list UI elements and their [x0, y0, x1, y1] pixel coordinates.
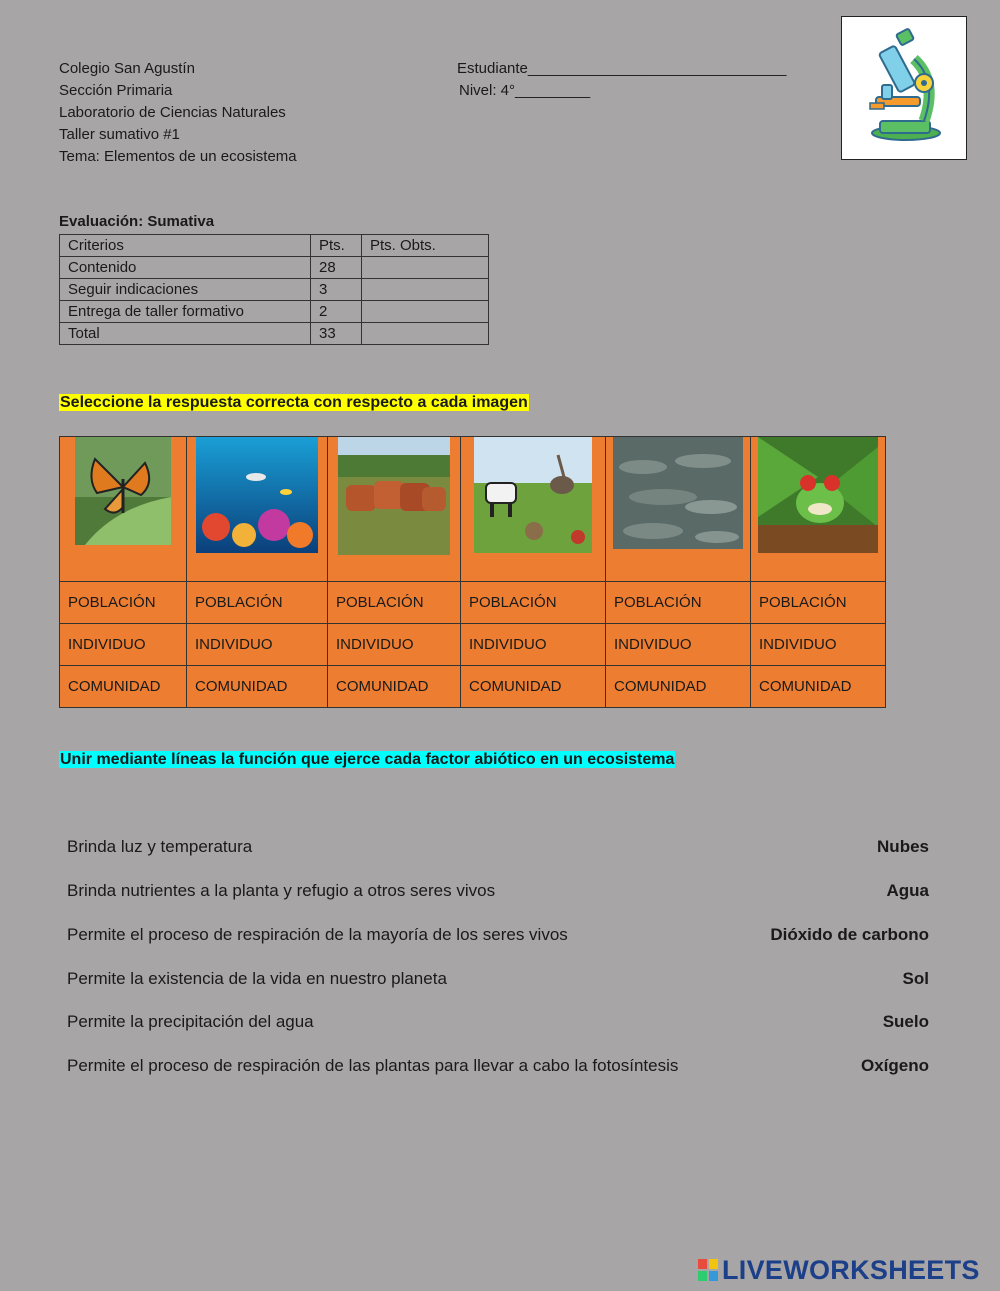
image-cell	[328, 437, 461, 582]
options-row	[60, 582, 886, 624]
table-cell: Contenido	[60, 257, 311, 279]
table-cell	[362, 257, 489, 279]
level-field: Nivel: 4°_________	[459, 82, 591, 99]
match-row	[67, 1012, 929, 1036]
microscope-icon	[842, 17, 965, 158]
function-item[interactable]: Permite la precipitación del agua	[67, 1012, 314, 1031]
function-item[interactable]: Permite el proceso de respiración de las plantas para llevar a cabo la fotosíntesis	[67, 1056, 679, 1075]
match-row	[67, 1056, 929, 1080]
factor-item[interactable]: Agua	[886, 881, 929, 900]
frog-image	[758, 437, 878, 553]
table-cell: 33	[311, 323, 362, 345]
factor-item[interactable]: Oxígeno	[860, 1056, 929, 1075]
topic: Tema: Elementos de un ecosistema	[59, 148, 297, 165]
factor-item[interactable]: Nubes	[877, 837, 929, 856]
criteria-table	[59, 234, 489, 345]
option-individuo-6[interactable]: INDIVIDUO	[751, 624, 886, 666]
farm-animals-image	[474, 437, 592, 553]
option-comunidad-5[interactable]: COMUNIDAD	[606, 666, 751, 708]
option-individuo-2[interactable]: INDIVIDUO	[187, 624, 328, 666]
function-item[interactable]: Brinda luz y temperatura	[67, 837, 253, 856]
option-poblacion-4[interactable]: POBLACIÓN	[461, 582, 606, 624]
table-cell: Entrega de taller formativo	[60, 301, 311, 323]
option-individuo-3[interactable]: INDIVIDUO	[328, 624, 461, 666]
image-cell	[187, 437, 328, 582]
table-row	[60, 301, 489, 323]
section-name: Sección Primaria	[59, 82, 173, 99]
table-cell	[362, 323, 489, 345]
crocodiles-image	[613, 437, 743, 549]
option-individuo-4[interactable]: INDIVIDUO	[461, 624, 606, 666]
evaluation-title: Evaluación: Sumativa	[59, 213, 215, 230]
workshop-name: Taller sumativo #1	[59, 126, 180, 143]
option-poblacion-5[interactable]: POBLACIÓN	[606, 582, 751, 624]
school-name: Colegio San Agustín	[59, 60, 195, 77]
factor-item[interactable]: Sol	[902, 969, 929, 988]
image-cell	[461, 437, 606, 582]
section2-instruction	[59, 751, 675, 769]
match-row	[67, 881, 929, 905]
liveworksheets-icon	[698, 1259, 718, 1281]
option-individuo-5[interactable]: INDIVIDUO	[606, 624, 751, 666]
table-cell: 3	[311, 279, 362, 301]
column-header: Pts. Obts.	[362, 235, 489, 257]
match-row	[67, 837, 929, 861]
cattle-herd-image	[338, 437, 450, 555]
instruction-text: Seleccione la respuesta correcta con respecto a cada imagen	[60, 394, 528, 411]
match-row	[67, 969, 929, 993]
table-row	[60, 323, 489, 345]
image-row	[60, 437, 886, 582]
table-cell: Seguir indicaciones	[60, 279, 311, 301]
factor-item[interactable]: Dióxido de carbono	[770, 925, 929, 944]
function-item[interactable]: Permite el proceso de respiración de la mayoría de los seres vivos	[67, 925, 568, 944]
table-cell: 28	[311, 257, 362, 279]
school-info	[59, 58, 297, 168]
table-cell	[362, 279, 489, 301]
option-individuo-1[interactable]: INDIVIDUO	[60, 624, 187, 666]
instruction-text: Unir mediante líneas la función que ejerce cada factor abiótico en un ecosistema	[60, 751, 675, 768]
options-row	[60, 666, 886, 708]
table-header-row	[60, 235, 489, 257]
function-item[interactable]: Permite la existencia de la vida en nuestro planeta	[67, 969, 447, 988]
option-comunidad-6[interactable]: COMUNIDAD	[751, 666, 886, 708]
image-cell	[606, 437, 751, 582]
match-row	[67, 925, 929, 949]
option-poblacion-2[interactable]: POBLACIÓN	[187, 582, 328, 624]
option-comunidad-4[interactable]: COMUNIDAD	[461, 666, 606, 708]
section1-instruction	[59, 394, 529, 412]
table-cell	[362, 301, 489, 323]
coral-reef-image	[196, 437, 318, 553]
image-cell	[60, 437, 187, 582]
option-comunidad-1[interactable]: COMUNIDAD	[60, 666, 187, 708]
ecosystem-table	[59, 436, 886, 708]
option-poblacion-6[interactable]: POBLACIÓN	[751, 582, 886, 624]
option-comunidad-2[interactable]: COMUNIDAD	[187, 666, 328, 708]
function-item[interactable]: Brinda nutrientes a la planta y refugio a otros seres vivos	[67, 881, 496, 900]
butterfly-image	[75, 437, 171, 545]
option-comunidad-3[interactable]: COMUNIDAD	[328, 666, 461, 708]
options-row	[60, 624, 886, 666]
option-poblacion-3[interactable]: POBLACIÓN	[328, 582, 461, 624]
option-poblacion-1[interactable]: POBLACIÓN	[60, 582, 187, 624]
table-row	[60, 257, 489, 279]
column-header: Criterios	[60, 235, 311, 257]
column-header: Pts.	[311, 235, 362, 257]
image-cell	[751, 437, 886, 582]
student-field: Estudiante_______________________________	[457, 60, 787, 77]
lab-name: Laboratorio de Ciencias Naturales	[59, 104, 286, 121]
liveworksheets-text: LIVEWORKSHEETS	[722, 1255, 980, 1285]
table-row	[60, 279, 489, 301]
factor-item[interactable]: Suelo	[882, 1012, 929, 1031]
microscope-logo	[841, 16, 967, 160]
table-cell: Total	[60, 323, 311, 345]
table-cell: 2	[311, 301, 362, 323]
